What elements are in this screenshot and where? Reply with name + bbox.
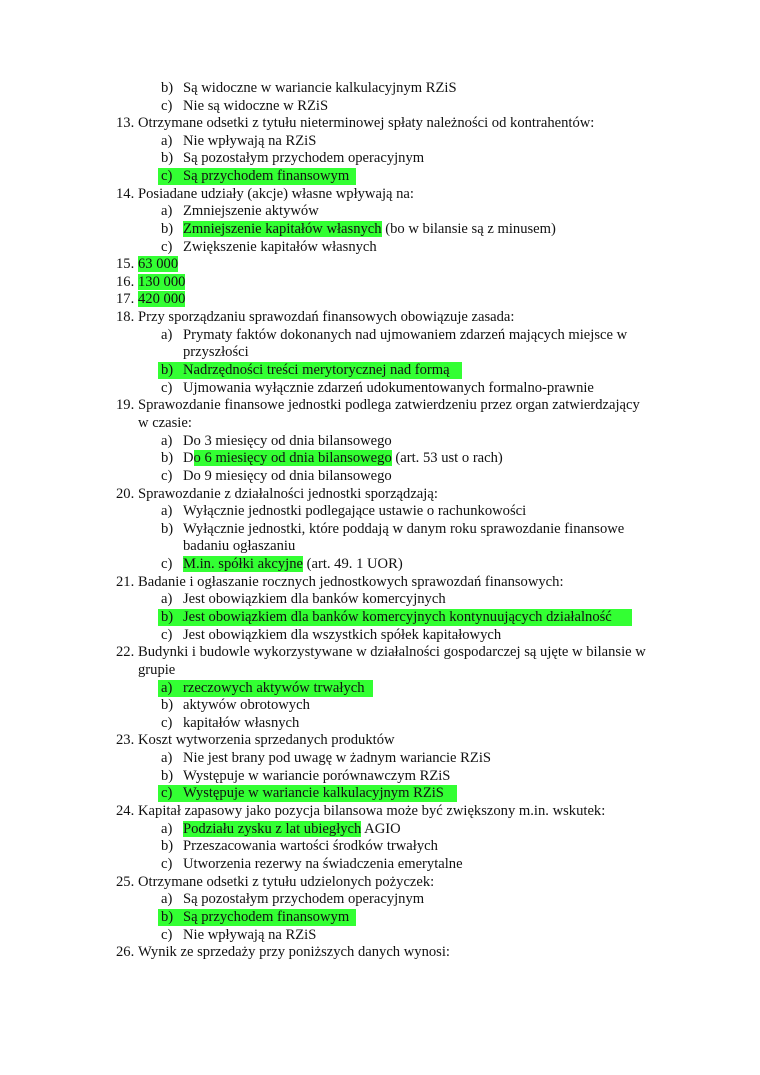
- option-text: [183, 891, 424, 908]
- option-letter: c): [161, 856, 173, 872]
- option-text: [183, 362, 450, 379]
- option-text-prefix: D: [183, 450, 194, 466]
- option-text: [183, 627, 501, 644]
- question-text: [138, 944, 450, 961]
- option-letter: a): [161, 891, 173, 907]
- option-note: (bo w bilansie są z minusem): [381, 221, 556, 237]
- option-letter: b): [161, 362, 174, 378]
- option-text-content: Nie są widoczne w RZiS: [183, 98, 329, 114]
- question-number: 17.: [116, 291, 135, 307]
- option-text: [183, 750, 491, 767]
- option-text: [183, 715, 299, 732]
- option-text: [183, 98, 328, 115]
- option-text-content: Jest obowiązkiem dla wszystkich spółek kapitałowych: [183, 627, 502, 643]
- option-text-content: Utworzenia rezerwy na świadczenia emerytalne: [183, 856, 463, 872]
- question-text: [138, 732, 395, 749]
- option-letter: a): [161, 433, 173, 449]
- option-text: [183, 768, 450, 785]
- question-text-content: Koszt wytworzenia sprzedanych produktów: [138, 732, 395, 748]
- question-number: 24.: [116, 803, 135, 819]
- option-letter: b): [161, 697, 174, 713]
- option-text-continuation: przyszłości: [183, 344, 249, 360]
- question-number: 22.: [116, 644, 135, 660]
- option-text: [183, 697, 310, 714]
- highlighted-answer: Podziału zysku z lat ubiegłych: [183, 821, 362, 837]
- option-text-content: Prymaty faktów dokonanych nad ujmowaniem zdarzeń mających miejsce w: [183, 327, 628, 343]
- highlighted-answer: M.in. spółki akcyjne: [183, 556, 303, 572]
- option-text-content: Jest obowiązkiem dla banków komercyjnych kontynuujących działalność: [183, 609, 612, 625]
- option-letter: a): [161, 133, 173, 149]
- option-text: [183, 609, 612, 626]
- question-text: [138, 274, 185, 291]
- option-text: [183, 239, 377, 256]
- option-text: [183, 150, 424, 167]
- option-letter: b): [161, 221, 174, 237]
- option-text: [183, 168, 349, 185]
- question-text-content: Badanie i ogłaszanie rocznych jednostkowych sprawozdań finansowych:: [138, 574, 564, 590]
- question-text-continuation: w czasie:: [138, 415, 192, 431]
- option-letter: c): [161, 239, 173, 255]
- question-number: 14.: [116, 186, 135, 202]
- option-text-content: Nie wpływają na RZiS: [183, 133, 317, 149]
- option-text: [183, 785, 444, 802]
- option-letter: b): [161, 521, 174, 537]
- option-text-content: Do 3 miesięcy od dnia bilansowego: [183, 433, 392, 449]
- option-letter: c): [161, 380, 173, 396]
- option-text-content: Są pozostałym przychodem operacyjnym: [183, 891, 425, 907]
- option-note: (art. 53 ust o rach): [391, 450, 503, 466]
- option-letter: b): [161, 768, 174, 784]
- question-number: 13.: [116, 115, 135, 131]
- question-number: 23.: [116, 732, 135, 748]
- option-letter: c): [161, 98, 173, 114]
- option-text-content: Występuje w wariancie kalkulacyjnym RZiS: [183, 785, 444, 801]
- option-text: [183, 821, 401, 838]
- question-number: 26.: [116, 944, 135, 960]
- question-text: [138, 486, 438, 503]
- question-text-content: Sprawozdanie finansowe jednostki podlega zatwierdzeniu przez organ zatwierdzający: [138, 397, 640, 413]
- highlighted-answer: 130 000: [138, 274, 186, 290]
- highlighted-answer: Zmniejszenie kapitałów własnych: [183, 221, 382, 237]
- option-text-continuation: badaniu ogłaszaniu: [183, 538, 296, 554]
- question-number: 15.: [116, 256, 135, 272]
- option-text-content: Wyłącznie jednostki podlegające ustawie o rachunkowości: [183, 503, 527, 519]
- option-letter: b): [161, 909, 174, 925]
- option-text-content: Jest obowiązkiem dla banków komercyjnych: [183, 591, 446, 607]
- option-letter: a): [161, 591, 173, 607]
- option-text: [183, 927, 316, 944]
- question-text: [138, 803, 605, 820]
- option-text: [183, 80, 457, 97]
- question-text-content: Posiadane udziały (akcje) własne wpływają na:: [138, 186, 414, 202]
- option-text-content: Ujmowania wyłącznie zdarzeń udokumentowanych formalno-prawnie: [183, 380, 594, 396]
- option-text-content: Zwiększenie kapitałów własnych: [183, 239, 377, 255]
- option-letter: c): [161, 927, 173, 943]
- option-letter: c): [161, 627, 173, 643]
- option-text: [183, 680, 365, 697]
- option-text-content: kapitałów własnych: [183, 715, 300, 731]
- option-text: [183, 327, 627, 344]
- question-text: [138, 574, 564, 591]
- question-text-content: Otrzymane odsetki z tytułu udzielonych pożyczek:: [138, 874, 435, 890]
- option-letter: c): [161, 556, 173, 572]
- question-number: 19.: [116, 397, 135, 413]
- question-text: [138, 291, 185, 308]
- option-letter: a): [161, 327, 173, 343]
- option-letter: b): [161, 80, 174, 96]
- option-letter: c): [161, 715, 173, 731]
- option-note: AGIO: [361, 821, 401, 837]
- option-text-content: Występuje w wariancie porównawczym RZiS: [183, 768, 451, 784]
- option-text: [183, 856, 463, 873]
- question-number: 21.: [116, 574, 135, 590]
- question-text: [138, 186, 414, 203]
- option-text-content: Są przychodem finansowym: [183, 168, 350, 184]
- option-text: [183, 591, 446, 608]
- option-text-content: Do 9 miesięcy od dnia bilansowego: [183, 468, 392, 484]
- option-text: [183, 556, 403, 573]
- option-text: [183, 433, 392, 450]
- question-text-continuation: grupie: [138, 662, 176, 678]
- question-text: [138, 874, 434, 891]
- option-letter: b): [161, 838, 174, 854]
- highlighted-answer: 420 000: [138, 291, 186, 307]
- question-text-content: Budynki i budowle wykorzystywane w działalności gospodarczej są ujęte w bilansie w: [138, 644, 646, 660]
- option-letter: a): [161, 203, 173, 219]
- option-text-content: Nie jest brany pod uwagę w żadnym wariancie RZiS: [183, 750, 492, 766]
- option-text: [183, 838, 438, 855]
- question-number: 20.: [116, 486, 135, 502]
- question-text-content: Sprawozdanie z działalności jednostki sporządzają:: [138, 486, 438, 502]
- option-text-content: Zmniejszenie aktywów: [183, 203, 319, 219]
- option-letter: a): [161, 680, 173, 696]
- option-text-content: aktywów obrotowych: [183, 697, 310, 713]
- option-text-content: Są przychodem finansowym: [183, 909, 350, 925]
- question-text-content: Przy sporządzaniu sprawozdań finansowych obowiązuje zasada:: [138, 309, 515, 325]
- option-letter: c): [161, 468, 173, 484]
- option-letter: a): [161, 503, 173, 519]
- option-text: [183, 503, 526, 520]
- question-text: [138, 115, 594, 132]
- option-text: [183, 221, 556, 238]
- option-text: [183, 133, 316, 150]
- option-letter: b): [161, 450, 174, 466]
- option-text-content: rzeczowych aktywów trwałych: [183, 680, 365, 696]
- question-number: 18.: [116, 309, 135, 325]
- option-text: [183, 909, 349, 926]
- question-text-content: Kapitał zapasowy jako pozycja bilansowa może być zwiększony m.in. wskutek:: [138, 803, 606, 819]
- option-letter: c): [161, 785, 173, 801]
- question-text-content: Otrzymane odsetki z tytułu nieterminowej spłaty należności od kontrahentów:: [138, 115, 595, 131]
- option-text-content: Są pozostałym przychodem operacyjnym: [183, 150, 425, 166]
- option-text: [183, 468, 392, 485]
- question-number: 16.: [116, 274, 135, 290]
- option-text: [183, 521, 624, 538]
- option-letter: c): [161, 168, 173, 184]
- question-text: [138, 256, 178, 273]
- question-number: 25.: [116, 874, 135, 890]
- option-letter: b): [161, 150, 174, 166]
- option-text-content: Wyłącznie jednostki, które poddają w danym roku sprawozdanie finansowe: [183, 521, 625, 537]
- option-text: [183, 450, 503, 467]
- option-text-content: Nadrzędności treści merytorycznej nad formą: [183, 362, 450, 378]
- option-text: [183, 380, 594, 397]
- question-text: [138, 644, 646, 661]
- option-text-content: Nie wpływają na RZiS: [183, 927, 317, 943]
- highlighted-answer: 63 000: [138, 256, 179, 272]
- option-letter: b): [161, 609, 174, 625]
- option-text-content: Są widoczne w wariancie kalkulacyjnym RZiS: [183, 80, 457, 96]
- option-text-content: Przeszacowania wartości środków trwałych: [183, 838, 438, 854]
- option-letter: a): [161, 821, 173, 837]
- question-text: [138, 309, 514, 326]
- question-text: [138, 397, 640, 414]
- option-text: [183, 203, 319, 220]
- highlighted-answer: o 6 miesięcy od dnia bilansowego: [193, 450, 392, 466]
- option-note: (art. 49. 1 UOR): [302, 556, 403, 572]
- option-letter: a): [161, 750, 173, 766]
- question-text-content: Wynik ze sprzedaży przy poniższych danych wynosi:: [138, 944, 450, 960]
